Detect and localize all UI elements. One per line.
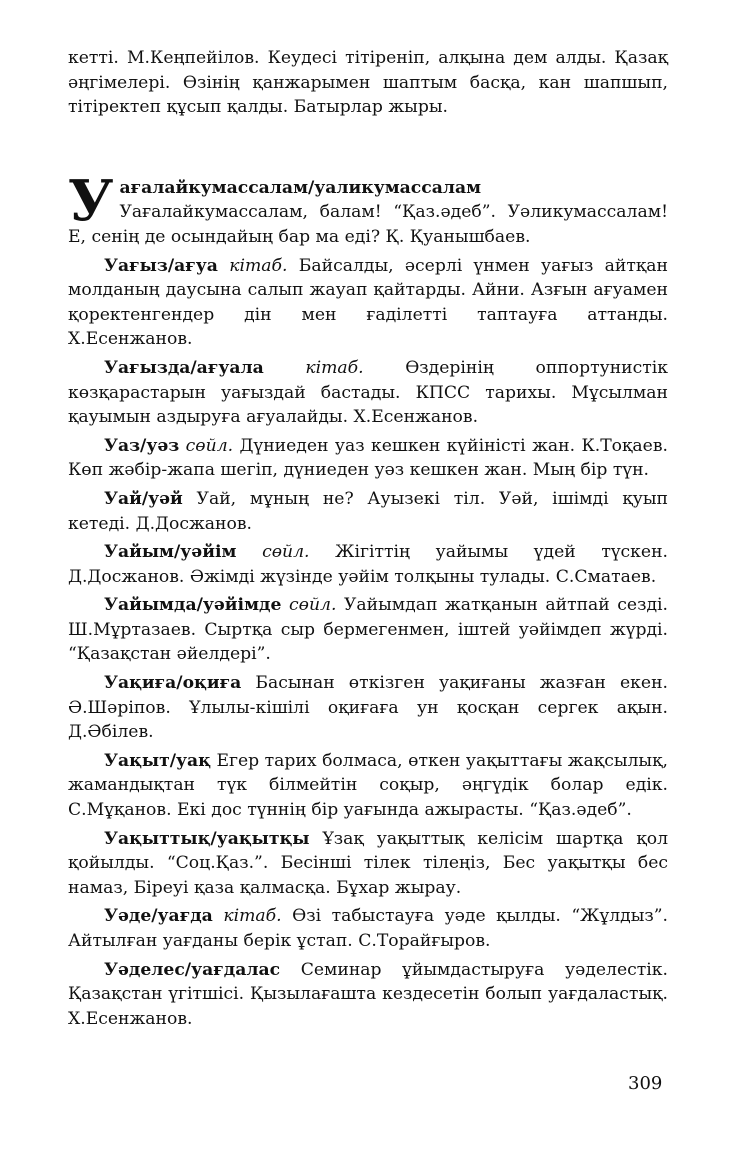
entry-headword: Уағызда/ағуала <box>104 357 264 378</box>
entry-text: Байсалды, әсерлі үнмен уағыз айтқан молданың даусына салып жауап қайтарды. Айни. Азғын ағуамен қоректенгендер дін мен ғаділетті таптауға аттанды. Х.Есенжанов. <box>68 255 668 350</box>
entry-text: Ұзақ уақыттық келісім шартқа қол қойылды. “Соц.Қаз.”. Бесінші тілек тілеңіз, Бес уақытқы бес намаз, Біреуі қаза қалмасқа. Бұхар жырау. <box>68 828 668 898</box>
entry-text: Дүниеден уаз кешкен күйіністі жан. К.Тоқаев. Көп жәбір-жапа шегіп, дүниеден уәз кешкен жан. Мың бір түн. <box>68 435 668 481</box>
entry-headword: Уай/уәй <box>104 488 183 509</box>
entry-headword: Уәде/уағда <box>104 906 213 927</box>
dictionary-entry <box>68 671 668 745</box>
dictionary-entry <box>68 254 668 352</box>
dictionary-entry <box>68 749 668 823</box>
dictionary-entry <box>68 958 668 1032</box>
entry-text: Семинар ұйымдастыруға уәделестік. Қазақстан үгітшісі. Қызылағашта кездесетін болып уағдаластық. Х.Есенжанов. <box>68 959 668 1029</box>
entry-headword: Уайым/уәйім <box>104 542 237 563</box>
entry-text: Өзі табыстауға уәде қылды. “Жұлдыз”. Айтылған уағданы берік ұстап. С.Торайғыров. <box>68 906 668 951</box>
entry-headword: Уақыт/уақ <box>104 750 211 771</box>
entry-label: сөйл. <box>185 435 234 456</box>
dictionary-page <box>68 46 668 1035</box>
entry-label: сөйл. <box>262 542 310 563</box>
entry-text: Егер тарих болмаса, өткен уақыттағы жақсылық, жамандықтан түк білмейтін соқыр, әңгүдік болар едік. С.Мұқанов. Екі дос түннің бір уағында ажырасты. “Қаз.әдеб”. <box>68 750 668 821</box>
entry-text: Уағалайкумассалам, балам! “Қаз.әдеб”. Уәликумассалам! Е, сенің де осындайың бар ма еді? Қ. Қуанышбаев. <box>68 202 668 247</box>
entry-label: кітаб. <box>305 357 364 378</box>
entry-headword: Уақиға/оқиға <box>104 673 242 694</box>
entry-headword: Уәделес/уағдалас <box>104 959 281 980</box>
entry-label: кітаб. <box>229 255 288 276</box>
entry-headword: Уағыз/ағуа <box>104 255 218 276</box>
entry-headword: ағалайкумассалам/уаликумассалам <box>119 177 482 198</box>
dictionary-entry <box>68 904 668 953</box>
continuation-paragraph: кетті. М.Кеңпейілов. Кеудесі тітіреніп, алқына дем алды. Қазақ әңгімелері. Өзінің қанжарымен шаптым басқа, кан шапшып, тітіректеп құсып қалды. Батырлар жыры. <box>68 48 668 118</box>
entry-headword: Уаз/уәз <box>104 435 180 456</box>
dictionary-entry <box>68 827 668 901</box>
entry-text: Уайымдап жатқанын айтпай сезді. Ш.Мұртазаев. Сыртқа сыр бермегенмен, іштей уәйімдеп жүрді. “Қазақстан әйелдері”. <box>68 595 668 665</box>
dictionary-entry <box>68 593 668 667</box>
drop-cap-letter: У <box>68 167 114 234</box>
entry-headword: Уақыттық/уақытқы <box>104 828 310 849</box>
entry-text: Жігіттің уайымы үдей түскен. Д.Досжанов. Әжімді жүзінде уәйім толқыны тулады. С.Сматаев. <box>68 542 669 587</box>
page-number: 309 <box>628 1073 663 1094</box>
entry-text: Өздерінің оппортунистік көзқарастарын уағыздай бастады. КПСС тарихы. Мұсылман қауымын аздыруға ағуалайды. Х.Есенжанов. <box>68 357 668 428</box>
dictionary-entry <box>68 434 668 483</box>
dictionary-entry <box>68 540 668 589</box>
entry-headword: Уайымда/уәйімде <box>104 595 282 616</box>
dictionary-entry <box>68 167 668 250</box>
entries-list <box>68 167 669 1032</box>
entry-text: Уай, мұның не? Ауызекі тіл. Уәй, ішімді қуып кетеді. Д.Досжанов. <box>68 488 668 534</box>
dictionary-entry <box>68 487 668 536</box>
entry-label: сөйл. <box>288 595 337 616</box>
entry-text: Басынан өткізген уақиғаны жазған екен. Ә.Шәріпов. Ұлылы-кішілі оқиғаға ун қосқан сергек ақын. Д.Әбілев. <box>68 673 668 743</box>
dictionary-entry <box>68 356 668 430</box>
entry-label: кітаб. <box>223 906 282 927</box>
